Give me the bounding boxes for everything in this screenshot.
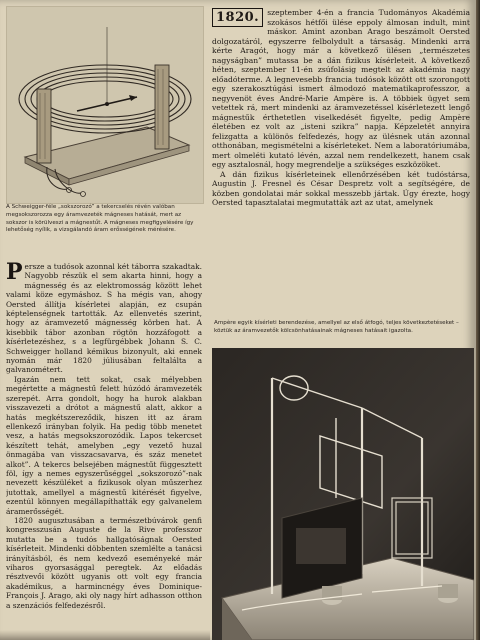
photo-drawing <box>212 348 474 640</box>
left-paragraph-1-text: ersze a tudósok azonnal két táborra szakadtak. Nagyobb részük el sem akarta hinni, hogy a mágnesség és az elektromosság között lehet valami köze egymáshoz. S ha mégis van, ahogy Oersted állítja kísérletei alapján, ez csupán képtelenségnek tartották. Az ellenvetés szerint, hogy az áramvezető mágnesség körben hat. A kisebbik tábor azonban rögtön hozzáfogott a kísérletezéshez, s a legfürgébbek Johann S. C. Schweigger holland kémikus bizonyult, aki ennek nyomán már 1820 júliusában feltalálta a galvanométert. <box>6 262 202 375</box>
right-text-column <box>212 8 470 320</box>
year-heading: 1820. <box>212 8 263 27</box>
drop-cap: P <box>6 262 23 285</box>
right-paragraph-1 <box>212 8 470 170</box>
ampere-apparatus-photo <box>212 348 474 640</box>
left-paragraph-2: Igazán nem tett sokat, csak mélyebben megértette a mágnestű felett húzódó áramvezeték szerepét. Arra gondolt, hogy ha hurok alakban visszavezeti a drótot a mágnestű alatt, akkor a hatás megkétszereződik, hiszen itt az áram ellenkező irányban folyik. Ha pedig több menetet vesz, a hatás megsokszorozódik. Lapos tekercset készített tehát, amelyben „egy vezető huzal önmagába van visszacsavarva, és száz menetet alkot”. A tekercs belsejében mágnestűt függesztett föl, így a nemes egyszerűséggel „sokszorozó”-nak nevezett készüléket a fizikusok olyan műszerhez jutottak, amellyel a mágnestű kitérését figyelve, ezentúl könnyen megállapíthatták egy galvanelem áramerősségét. <box>6 374 202 516</box>
right-paragraph-1-text: szeptember 4-én a francia Tudományos Akadémia szokásos hétfői ülése eppoly álmosan indult, mint máskor. Amint azonban Arago beszámolt Oersted dolgozatáról, egyszerre felbolydult a társaság. Mindenki arra kérte Aragót, hogy már a következő ülésen „természetes nagyságban” mutassa be a dán fizikus kísérleteit. A következő héten, szeptember 11-én zsúfolásig megtelt az akadémia nagy előadóterme. A legnevesebb francia tudósok között ott szorongott egy szerakosztúgási ismert álmodozó matematikaprofesszor, a negyvenöt éves André-Marie Ampère is. A többiek ügyet sem vetettek rá, mert mindenki az áramvezetéssel kísérletezett lengő mágnestűk érthetetlen viselkedését figyelte, pedig Ampère életében ez volt az „isteni szikra” napja. Képzeletét annyira felizgatta a különös felfedezés, hogy az ülésnek után azonnal otthonában, megismételni a kísérleteket. Nem a laboratóriumába, mert olmeléti kutató lévén, azzal nem rendelkezett, hanem csak egy asztalosnál, hogy megrendelje a szükséges eszközöket. <box>212 8 470 169</box>
schweigger-multiplier-illustration <box>6 6 204 204</box>
figure2-caption: Ampère egyik kísérleti berendezése, amellyel az első átfogó, teljes következtetéseket – köztük az áramvezetők kölcsönhatásainak mágneses hatásait igazolta. <box>214 320 459 334</box>
left-text-column <box>6 262 202 636</box>
left-paragraph-1 <box>6 262 202 375</box>
right-paragraph-2: A dán fizikus kísérleteinek ellenőrzésében két tudóstársa, Augustin J. Fresnel és César Despretz volt a segítségére, de közben gondolatai már sokkal messzebb jártak. Úgy érezte, hogy Oersted tapasztalatai megmutatták azt az utat, amelynek <box>212 169 470 207</box>
left-paragraph-3: 1820 augusztusában a természetbúvárok genfi kongresszusán Auguste de la Rive professzor mutatta be a tudós hallgatóságnak Oersted kísérleteit. Mindenki döbbenten szemlélte a tanácsi irányításból, és nem kedvező eseményeké már viharos gyorsasággal peregtek. Az előadás résztvevői között ugyanis ott volt egy francia akadémikus, a harmincnégy éves Dominique-François J. Arago, aki oly nagy hírt adhasson otthon a szenzációs felfedezésről. <box>6 515 202 610</box>
page-bottom-shadow <box>0 630 210 640</box>
illustration-drawing <box>7 7 203 203</box>
figure1-caption: A Schweigger-féle „sokszorozó” a tekercselés révén valóban megsokszorozza egy áramvezeték mágneses hatását, mert az sokszor is körülveszi a mágnestűt. A mágneses megfigyelésére így lehetőség nyílik, a vizsgálandó áram erősségének mérésére. <box>6 204 194 234</box>
book-spine-edge <box>476 0 480 640</box>
